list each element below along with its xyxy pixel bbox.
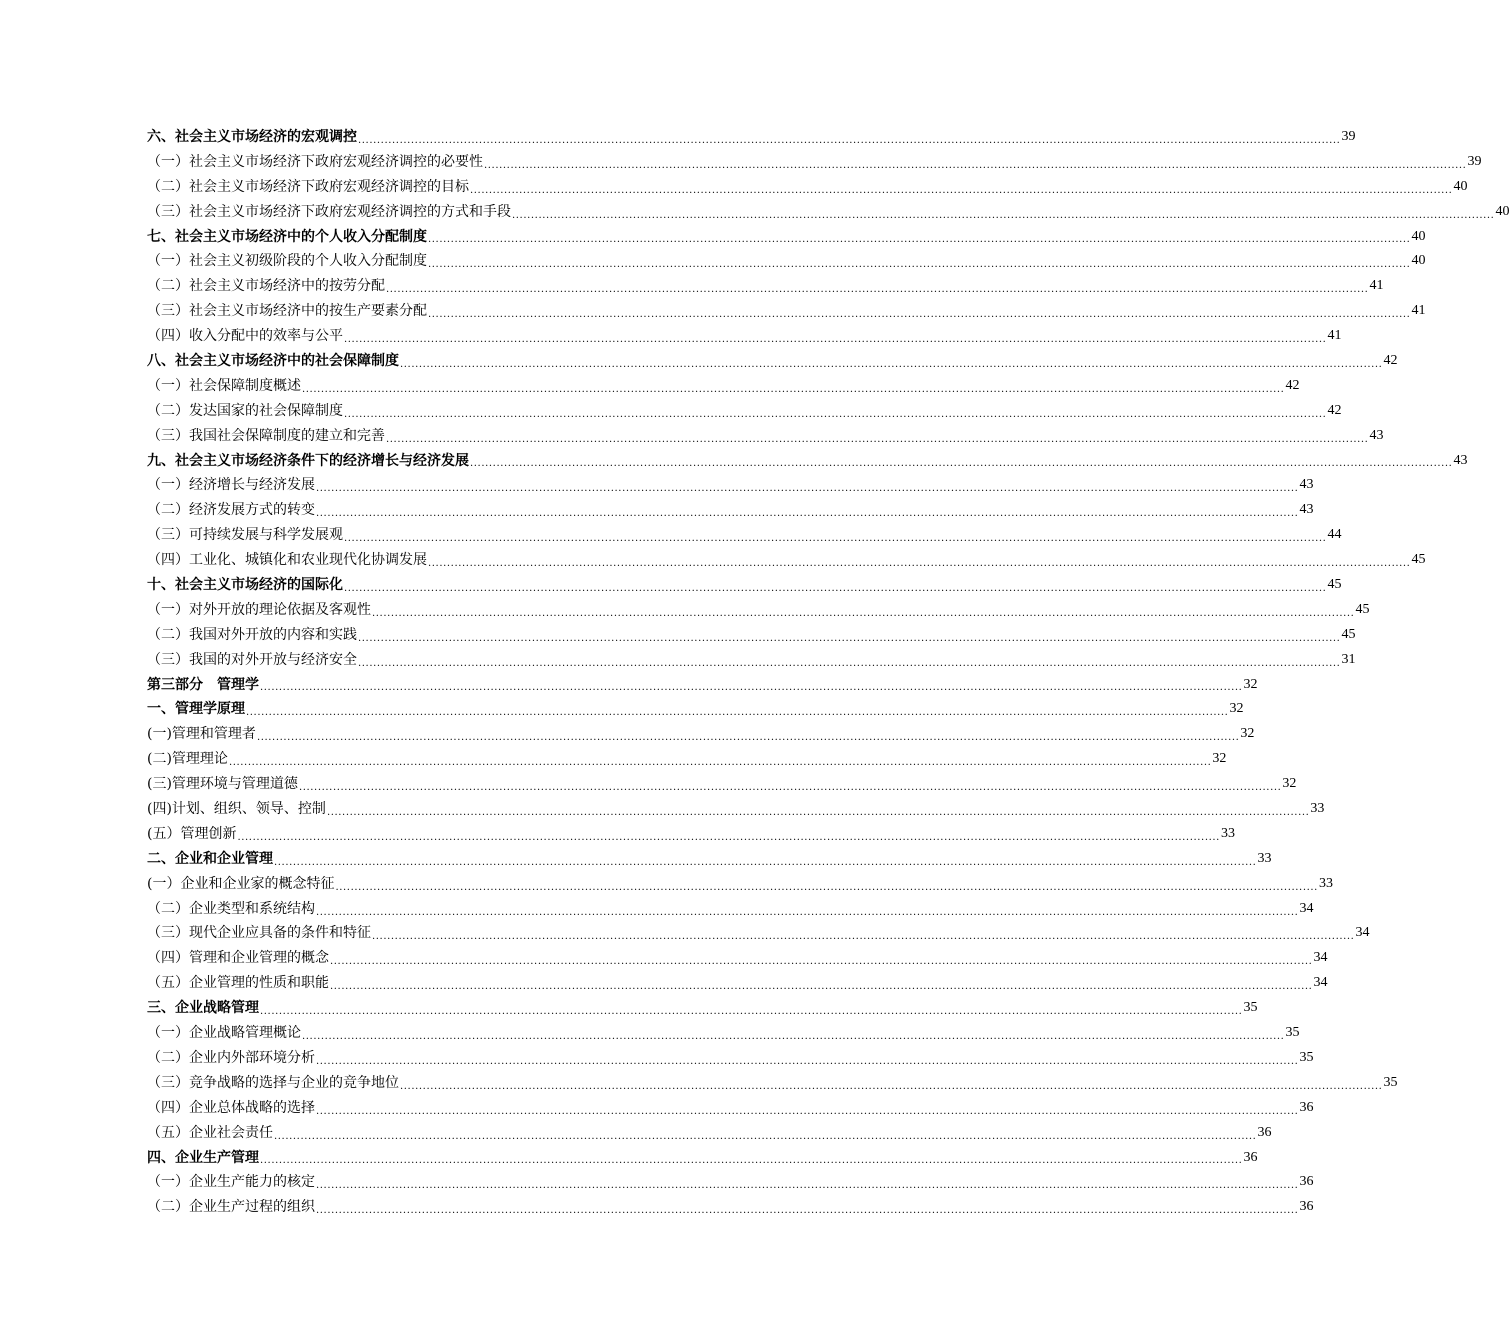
- dot-leader: ....................................................................................................................................................................................................................................................................: [400, 358, 1383, 370]
- toc-subentry[interactable]: [147, 772, 1297, 797]
- toc-entry-title: （四）收入分配中的效率与公平: [147, 328, 343, 345]
- toc-subentry[interactable]: [147, 1071, 1398, 1096]
- toc-entry-title: （五）企业管理的性质和职能: [147, 975, 329, 992]
- toc-page-number: 34: [1355, 925, 1370, 941]
- dot-leader: ....................................................................................................................................................................................................................................................................: [237, 831, 1220, 843]
- toc-page-number: 35: [1285, 1025, 1300, 1041]
- toc-page-number: 35: [1299, 1049, 1314, 1065]
- toc-heading-entry[interactable]: [147, 449, 1468, 474]
- toc-subentry[interactable]: [147, 648, 1356, 673]
- toc-entry-title: （三）社会主义市场经济中的按生产要素分配: [147, 303, 427, 320]
- toc-page-number: 45: [1411, 552, 1426, 568]
- toc-subentry[interactable]: [147, 897, 1314, 922]
- toc-page-number: 43: [1369, 427, 1384, 443]
- dot-leader: ....................................................................................................................................................................................................................................................................: [400, 1080, 1383, 1092]
- toc-heading-entry[interactable]: [147, 349, 1398, 374]
- toc-entry-title: （三）我国社会保障制度的建立和完善: [147, 427, 385, 444]
- toc-subentry[interactable]: [147, 1046, 1314, 1071]
- toc-page-number: 43: [1299, 502, 1314, 518]
- toc-entry-title: （二）社会主义市场经济下政府宏观经济调控的目标: [147, 178, 469, 195]
- toc-page-number: 31: [1341, 651, 1356, 667]
- toc-subentry[interactable]: [147, 971, 1328, 996]
- dot-leader: ....................................................................................................................................................................................................................................................................: [372, 607, 1355, 619]
- toc-entry-title: （三）我国的对外开放与经济安全: [147, 651, 357, 668]
- toc-subentry[interactable]: [147, 548, 1426, 573]
- toc-subentry[interactable]: [147, 623, 1356, 648]
- toc-entry-title: （五）企业社会责任: [147, 1124, 273, 1141]
- toc-page-number: 40: [1411, 228, 1426, 244]
- toc-subentry[interactable]: [147, 175, 1468, 200]
- toc-page-number: 40: [1453, 178, 1468, 194]
- toc-subentry[interactable]: [147, 498, 1314, 523]
- toc-entry-title: 六、社会主义市场经济的宏观调控: [147, 128, 357, 145]
- toc-entry-title: （三）竞争战略的选择与企业的竞争地位: [147, 1074, 399, 1091]
- toc-subentry[interactable]: [147, 424, 1384, 449]
- dot-leader: ....................................................................................................................................................................................................................................................................: [344, 408, 1327, 420]
- toc-entry-title: （二）企业生产过程的组织: [147, 1199, 315, 1216]
- toc-subentry[interactable]: [147, 722, 1255, 747]
- dot-leader: ....................................................................................................................................................................................................................................................................: [386, 433, 1369, 445]
- toc-entry-title: 四、企业生产管理: [147, 1149, 259, 1166]
- dot-leader: ....................................................................................................................................................................................................................................................................: [316, 483, 1299, 495]
- toc-entry-title: (一）企业和企业家的概念特征: [147, 875, 335, 892]
- toc-entry-title: (二)管理理论: [147, 751, 228, 768]
- dot-leader: ....................................................................................................................................................................................................................................................................: [428, 259, 1411, 271]
- toc-entry-title: （三）可持续发展与科学发展观: [147, 527, 343, 544]
- toc-page-number: 42: [1327, 402, 1342, 418]
- dot-leader: ....................................................................................................................................................................................................................................................................: [260, 682, 1243, 694]
- dot-leader: ....................................................................................................................................................................................................................................................................: [316, 1205, 1299, 1217]
- dot-leader: ....................................................................................................................................................................................................................................................................: [274, 856, 1257, 868]
- toc-subentry[interactable]: [147, 150, 1482, 175]
- toc-page-number: 44: [1327, 527, 1342, 543]
- dot-leader: ....................................................................................................................................................................................................................................................................: [274, 1130, 1257, 1142]
- toc-entry-title: 九、社会主义市场经济条件下的经济增长与经济发展: [147, 452, 469, 469]
- toc-heading-entry[interactable]: [147, 697, 1244, 722]
- toc-subentry[interactable]: [147, 1121, 1272, 1146]
- dot-leader: ....................................................................................................................................................................................................................................................................: [470, 184, 1453, 196]
- toc-entry-title: （二）社会主义市场经济中的按劳分配: [147, 278, 385, 295]
- toc-entry-title: （二）发达国家的社会保障制度: [147, 402, 343, 419]
- toc-heading-entry[interactable]: [147, 225, 1426, 250]
- toc-page-number: 42: [1383, 353, 1398, 368]
- toc-page-number: 36: [1299, 1099, 1314, 1115]
- toc-entry-title: 三、企业战略管理: [147, 1000, 259, 1017]
- toc-subentry[interactable]: [147, 1021, 1300, 1046]
- toc-entry-title: （二）经济发展方式的转变: [147, 502, 315, 519]
- dot-leader: ....................................................................................................................................................................................................................................................................: [330, 956, 1313, 968]
- dot-leader: ....................................................................................................................................................................................................................................................................: [358, 657, 1341, 669]
- toc-page-number: 39: [1467, 153, 1482, 169]
- toc-subentry[interactable]: [147, 299, 1426, 324]
- dot-leader: ....................................................................................................................................................................................................................................................................: [316, 1055, 1299, 1067]
- toc-page-number: 41: [1327, 328, 1342, 344]
- toc-page-number: 40: [1411, 253, 1426, 269]
- toc-page-number: 34: [1313, 975, 1328, 991]
- dot-leader: ....................................................................................................................................................................................................................................................................: [344, 582, 1327, 594]
- toc-page-number: 34: [1313, 950, 1328, 966]
- toc-entry-title: （一）经济增长与经济发展: [147, 477, 315, 494]
- toc-entry-title: （一）企业生产能力的核定: [147, 1174, 315, 1191]
- toc-entry-title: （二）我国对外开放的内容和实践: [147, 626, 357, 643]
- toc-subentry[interactable]: [147, 797, 1325, 822]
- toc-subentry[interactable]: [147, 473, 1314, 498]
- toc-entry-title: 十、社会主义市场经济的国际化: [147, 577, 343, 594]
- toc-heading-entry[interactable]: [147, 996, 1258, 1021]
- dot-leader: ....................................................................................................................................................................................................................................................................: [260, 1006, 1243, 1018]
- toc-subentry[interactable]: [147, 1170, 1314, 1195]
- dot-leader: ....................................................................................................................................................................................................................................................................: [470, 458, 1453, 470]
- toc-entry-title: （三）现代企业应具备的条件和特征: [147, 925, 371, 942]
- toc-page-number: 35: [1243, 1000, 1258, 1016]
- toc-heading-entry[interactable]: [147, 673, 1258, 698]
- toc-page-number: 43: [1299, 477, 1314, 493]
- toc-page-number: 33: [1220, 825, 1235, 841]
- toc-page-number: 36: [1299, 1174, 1314, 1190]
- toc-page-number: 39: [1341, 128, 1356, 144]
- toc-subentry[interactable]: [147, 822, 1235, 847]
- toc-subentry[interactable]: [147, 747, 1227, 772]
- toc-subentry[interactable]: [147, 946, 1328, 971]
- dot-leader: ....................................................................................................................................................................................................................................................................: [484, 159, 1467, 171]
- toc-page-number: 35: [1383, 1074, 1398, 1090]
- toc-heading-entry[interactable]: [147, 573, 1342, 598]
- toc-page-number: 36: [1299, 1199, 1314, 1215]
- toc-entry-title: (五）管理创新: [147, 825, 237, 842]
- toc-subentry[interactable]: [147, 872, 1333, 897]
- dot-leader: ....................................................................................................................................................................................................................................................................: [298, 782, 1282, 794]
- toc-entry-title: （二）企业内外部环境分析: [147, 1049, 315, 1066]
- toc-entry-title: 一、管理学原理: [147, 701, 245, 718]
- toc-entry-title: 七、社会主义市场经济中的个人收入分配制度: [147, 228, 427, 245]
- dot-leader: ....................................................................................................................................................................................................................................................................: [260, 1155, 1243, 1167]
- dot-leader: ....................................................................................................................................................................................................................................................................: [386, 284, 1369, 296]
- toc-entry-title: 二、企业和企业管理: [147, 850, 273, 867]
- dot-leader: ....................................................................................................................................................................................................................................................................: [358, 632, 1341, 644]
- toc-page-number: 40: [1495, 203, 1509, 219]
- toc-page-number: 41: [1411, 303, 1426, 319]
- toc-heading-entry[interactable]: [147, 125, 1356, 150]
- dot-leader: ....................................................................................................................................................................................................................................................................: [256, 732, 1240, 744]
- table-of-contents: [147, 125, 1509, 1220]
- toc-subentry[interactable]: [147, 200, 1509, 225]
- toc-page-number: 33: [1318, 875, 1333, 891]
- toc-page-number: 42: [1285, 377, 1300, 393]
- toc-subentry[interactable]: [147, 274, 1384, 299]
- toc-subentry[interactable]: [147, 399, 1342, 424]
- dot-leader: ....................................................................................................................................................................................................................................................................: [316, 508, 1299, 520]
- dot-leader: ....................................................................................................................................................................................................................................................................: [512, 209, 1495, 221]
- toc-page-number: 33: [1310, 801, 1325, 817]
- dot-leader: ....................................................................................................................................................................................................................................................................: [316, 1180, 1299, 1192]
- dot-leader: ....................................................................................................................................................................................................................................................................: [372, 931, 1355, 943]
- toc-subentry[interactable]: [147, 374, 1300, 399]
- toc-subentry[interactable]: [147, 324, 1342, 349]
- dot-leader: ....................................................................................................................................................................................................................................................................: [344, 334, 1327, 346]
- toc-page-number: 33: [1257, 850, 1272, 866]
- toc-page-number: 32: [1229, 701, 1244, 717]
- toc-page-number: 36: [1257, 1124, 1272, 1140]
- toc-subentry[interactable]: [147, 249, 1426, 274]
- toc-heading-entry[interactable]: [147, 1146, 1258, 1171]
- toc-entry-title: （四）管理和企业管理的概念: [147, 950, 329, 967]
- dot-leader: ....................................................................................................................................................................................................................................................................: [302, 1030, 1285, 1042]
- toc-subentry[interactable]: [147, 1096, 1314, 1121]
- toc-entry-title: （四）工业化、城镇化和农业现代化协调发展: [147, 552, 427, 569]
- dot-leader: ....................................................................................................................................................................................................................................................................: [246, 707, 1229, 719]
- toc-page-number: 32: [1240, 726, 1255, 742]
- dot-leader: ....................................................................................................................................................................................................................................................................: [335, 881, 1318, 893]
- dot-leader: ....................................................................................................................................................................................................................................................................: [316, 906, 1299, 918]
- toc-page-number: 32: [1243, 676, 1258, 692]
- toc-entry-title: （一）社会主义初级阶段的个人收入分配制度: [147, 253, 427, 270]
- toc-page-number: 41: [1369, 278, 1384, 294]
- dot-leader: ....................................................................................................................................................................................................................................................................: [428, 309, 1411, 321]
- toc-page-number: 32: [1212, 751, 1227, 767]
- toc-entry-title: (四)计划、组织、领导、控制: [147, 801, 326, 818]
- dot-leader: ....................................................................................................................................................................................................................................................................: [358, 134, 1341, 146]
- toc-subentry[interactable]: [147, 598, 1370, 623]
- toc-entry-title: （一）对外开放的理论依据及客观性: [147, 601, 371, 618]
- dot-leader: ....................................................................................................................................................................................................................................................................: [330, 981, 1313, 993]
- dot-leader: ....................................................................................................................................................................................................................................................................: [344, 533, 1327, 545]
- toc-page-number: 34: [1299, 900, 1314, 916]
- toc-page-number: 45: [1341, 626, 1356, 642]
- toc-entry-title: （四）企业总体战略的选择: [147, 1099, 315, 1116]
- toc-entry-title: （一）社会主义市场经济下政府宏观经济调控的必要性: [147, 153, 483, 170]
- toc-subentry[interactable]: [147, 922, 1370, 947]
- toc-page-number: 32: [1282, 776, 1297, 792]
- toc-entry-title: （二）企业类型和系统结构: [147, 900, 315, 917]
- dot-leader: ....................................................................................................................................................................................................................................................................: [428, 234, 1411, 246]
- toc-page-number: 45: [1355, 601, 1370, 617]
- toc-entry-title: （一）社会保障制度概述: [147, 377, 301, 394]
- toc-entry-title: 第三部分 管理学: [147, 676, 259, 693]
- dot-leader: ....................................................................................................................................................................................................................................................................: [428, 558, 1411, 570]
- toc-entry-title: 八、社会主义市场经济中的社会保障制度: [147, 353, 399, 369]
- dot-leader: ....................................................................................................................................................................................................................................................................: [316, 1105, 1299, 1117]
- dot-leader: ....................................................................................................................................................................................................................................................................: [326, 806, 1310, 818]
- toc-entry-title: (三)管理环境与管理道德: [147, 776, 298, 793]
- toc-page-number: 43: [1453, 452, 1468, 468]
- dot-leader: ....................................................................................................................................................................................................................................................................: [228, 757, 1212, 769]
- toc-heading-entry[interactable]: [147, 847, 1272, 872]
- toc-entry-title: （三）社会主义市场经济下政府宏观经济调控的方式和手段: [147, 203, 511, 220]
- toc-page-number: 36: [1243, 1149, 1258, 1165]
- toc-entry-title: (一)管理和管理者: [147, 726, 256, 743]
- dot-leader: ....................................................................................................................................................................................................................................................................: [302, 383, 1285, 395]
- toc-subentry[interactable]: [147, 523, 1342, 548]
- toc-subentry[interactable]: [147, 1195, 1314, 1220]
- toc-entry-title: （一）企业战略管理概论: [147, 1025, 301, 1042]
- toc-page-number: 45: [1327, 577, 1342, 593]
